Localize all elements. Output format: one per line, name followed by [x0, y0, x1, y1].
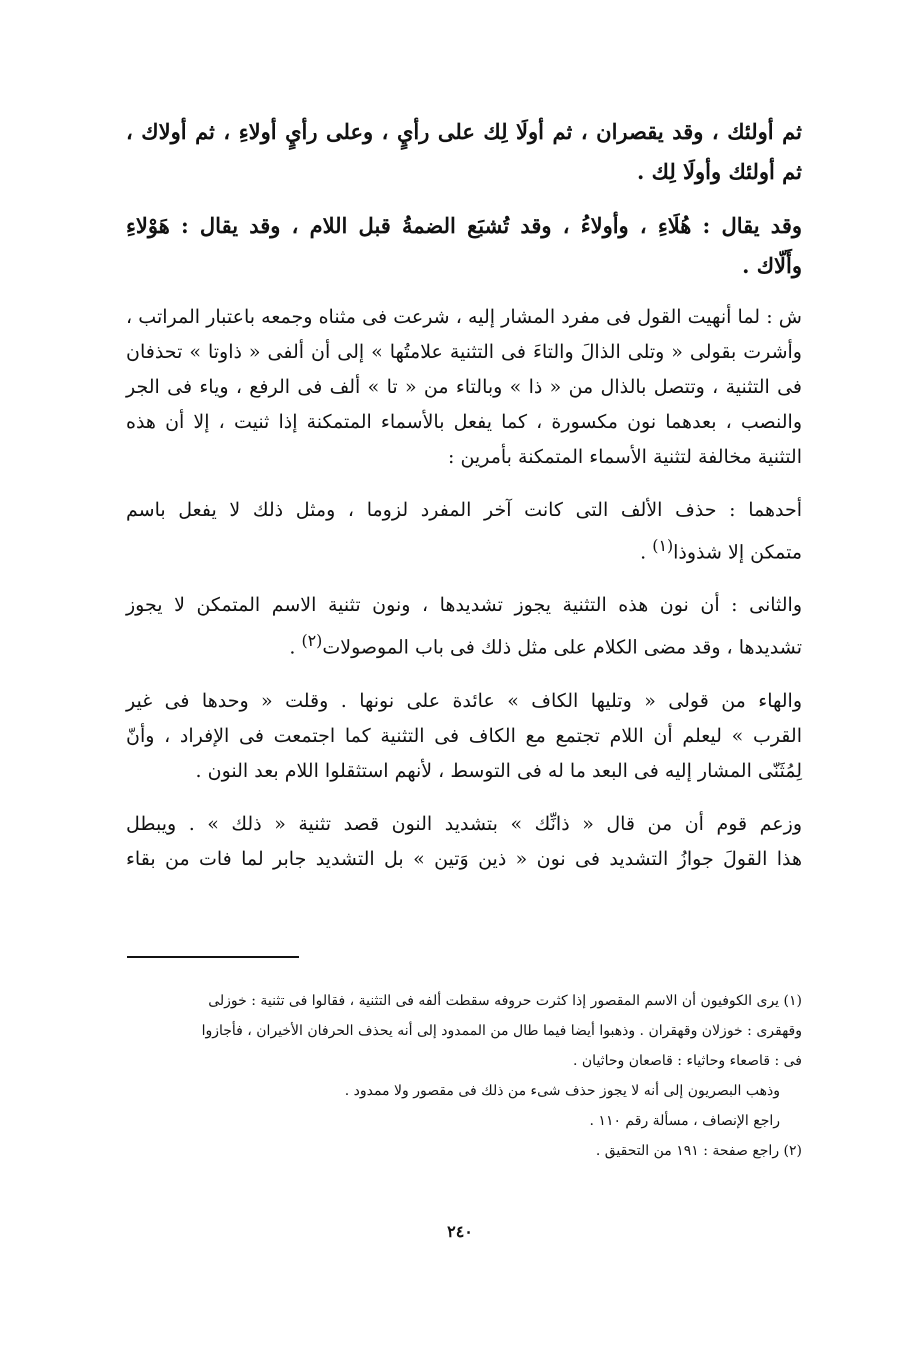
commentary-paragraph-3	[126, 588, 802, 665]
line-end: .	[289, 636, 302, 659]
text-line: أحدهما : حذف الألف التى كانت آخر المفرد لزوما ، ومثل ذلك لا يفعل باسم	[126, 499, 802, 521]
line-text: متمكن إلا شذوذا	[673, 541, 802, 564]
text-line	[126, 623, 802, 665]
page-number: ٢٤٠	[447, 1222, 473, 1241]
text-line	[126, 528, 802, 570]
commentary-paragraph-5	[126, 807, 802, 877]
footnotes	[126, 986, 802, 1166]
footnote-line: راجع الإنصاف ، مسألة رقم ١١٠ .	[589, 1113, 780, 1129]
text-line: ثم أولئك ، وقد يقصران ، ثم أولَا لِك على رأيٍ ، وعلى رأيٍ أولاءِ ، ثم أولاك ،	[126, 119, 802, 144]
footnote-line: وذهب البصريون إلى أنه لا يجوز حذف شىء من ذلك فى مقصور ولا ممدود .	[344, 1083, 780, 1099]
text-line: وأشرت بقولى « وتلى الذالَ والتاءَ فى التثنية علامتُها » إلى أن ألفى « ذاوتا » تحذفان	[126, 341, 802, 363]
text-line: القرب » ليعلم أن اللام تجتمع مع الكاف فى التثنية كما اجتمعت فى الإفراد ، وأنّ	[126, 724, 802, 747]
text-line: وزعم قوم أن من قال « ذانِّك » بتشديد النون قصد تثنية « ذلك » . ويبطل	[126, 812, 802, 835]
text-line: هذا القولَ جوازُ التشديد فى نون « ذين وَتين » بل التشديد جابر لما فات من بقاء	[126, 847, 802, 870]
commentary-paragraph-1	[126, 300, 802, 475]
text-line: ش : لما أنهيت القول فى مفرد المشار إليه ، شرعت فى مثناه وجمعه باعتبار المراتب ،	[126, 306, 802, 328]
footnote-line: فى : قاصعاء وحاثياء : قاصعان وحاثيان .	[573, 1053, 802, 1069]
text-line: والهاء من قولى « وتليها الكاف » عائدة على نونها . وقلت « وحدها فى غير	[126, 689, 802, 712]
commentary-paragraph-4	[126, 684, 802, 789]
text-line: ثم أولئك وأولَا لِك .	[637, 159, 802, 184]
text-line: والنصب ، بعدهما نون مكسورة ، كما يفعل بالأسماء المتمكنة إذا ثنيت ، إلا أن هذه	[126, 411, 802, 433]
footnote-line: (١) يرى الكوفيون أن الاسم المقصور إذا كثرت حروفه سقطت ألفه فى التثنية ، فقالوا فى تثنية : خوزلى	[208, 993, 802, 1009]
main-text	[126, 112, 802, 895]
line-text: تشديدها ، وقد مضى الكلام على مثل ذلك فى باب الموصولات	[322, 636, 802, 659]
text-line: وقد يقال : هُلَاءِ ، وأولاءُ ، وقد تُشبَع الضمةُ قبل اللام ، وقد يقال : هَوْلاءِ	[126, 213, 802, 238]
footnote-divider	[127, 956, 299, 958]
line-end: .	[640, 541, 653, 564]
verse-paragraph-1	[126, 112, 802, 192]
commentary-paragraph-2	[126, 493, 802, 570]
verse-paragraph-2	[126, 206, 802, 286]
text-line: فى التثنية ، وتتصل بالذال من « ذا » وبالتاء من « تا » ألف فى الرفع ، وياء فى الجر	[126, 376, 802, 398]
text-line: وأَلّاك .	[742, 253, 802, 278]
text-line: لِمُثَنّى المشار إليه فى البعد ما له فى التوسط ، لأنهم استثقلوا اللام بعد النون .	[195, 759, 802, 782]
footnote-line: (٢) راجع صفحة : ١٩١ من التحقيق .	[595, 1143, 802, 1159]
footnote-line: وقهقرى : خوزلان وقهقران . وذهبوا أيضا فيما طال من الممدود إلى أنه يحذف الحرفان الأخيران ، فأجازوا	[201, 1023, 802, 1039]
footnote-ref-2: (٢)	[301, 631, 323, 651]
text-line: والثانى : أن نون هذه التثنية يجوز تشديدها ، ونون تثنية الاسم المتمكن لا يجوز	[126, 594, 802, 617]
text-line: التثنية مخالفة لتثنية الأسماء المتمكنة بأمرين :	[448, 446, 802, 468]
footnote-ref-1: (١)	[652, 536, 674, 555]
